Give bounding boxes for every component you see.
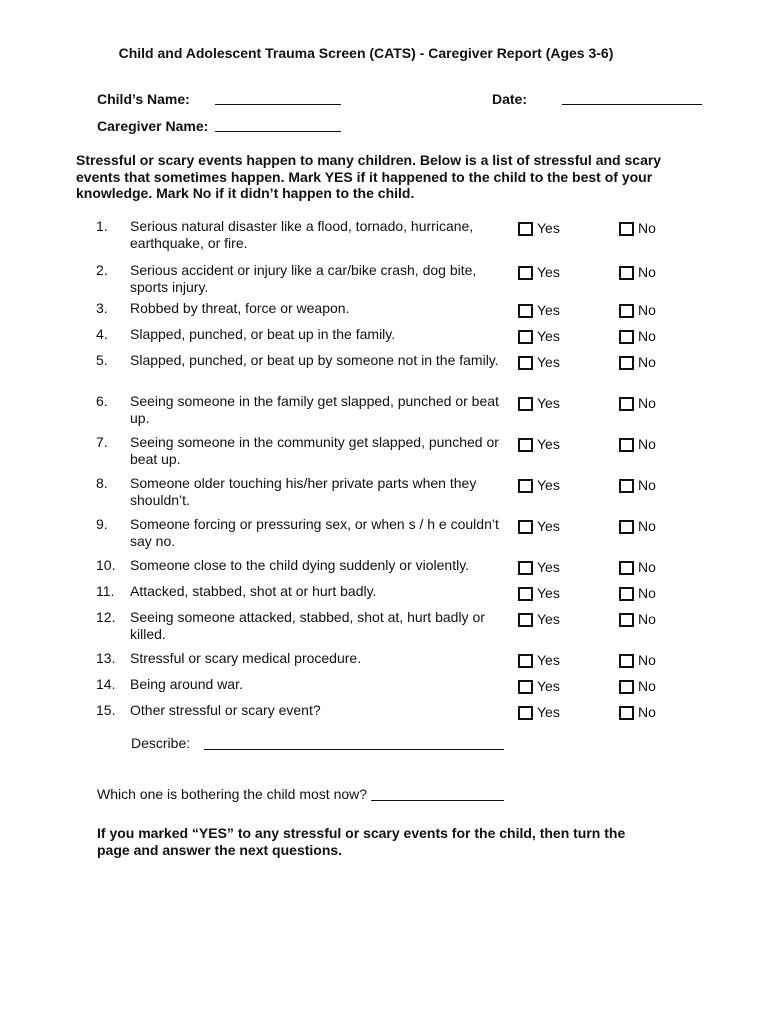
event-description: Someone close to the child dying suddenly or violently. xyxy=(130,557,470,573)
yes-label: Yes xyxy=(537,220,560,236)
event-number: 10. xyxy=(96,557,116,573)
event-number: 11. xyxy=(96,583,115,599)
no-label: No xyxy=(638,678,656,694)
form-title: Child and Adolescent Trauma Screen (CATS) - Caregiver Report (Ages 3-6) xyxy=(118,45,614,61)
yes-option[interactable] xyxy=(518,611,560,628)
yes-label: Yes xyxy=(537,518,560,534)
no-option[interactable] xyxy=(619,652,656,669)
event-description: Someone forcing or pressuring sex, or when s / h e couldn’t say no. xyxy=(130,516,499,549)
no-checkbox[interactable] xyxy=(619,330,634,344)
footer-instructions: If you marked “YES” to any stressful or scary events for the child, then turn the page and answer the next questions. xyxy=(97,825,626,858)
yes-option[interactable] xyxy=(518,559,560,576)
no-label: No xyxy=(638,477,656,493)
no-label: No xyxy=(638,704,656,720)
yes-checkbox[interactable] xyxy=(518,561,533,575)
no-option[interactable] xyxy=(619,395,656,412)
yes-checkbox[interactable] xyxy=(518,587,533,601)
yes-label: Yes xyxy=(537,559,560,575)
event-description: Serious accident or injury like a car/bike crash, dog bite, sports injury. xyxy=(130,262,477,295)
no-option[interactable] xyxy=(619,354,656,371)
yes-label: Yes xyxy=(537,585,560,601)
event-number: 13. xyxy=(96,650,116,666)
no-checkbox[interactable] xyxy=(619,266,634,280)
describe-label: Describe: xyxy=(131,735,191,751)
yes-label: Yes xyxy=(537,354,560,370)
yes-label: Yes xyxy=(537,678,560,694)
no-label: No xyxy=(638,395,656,411)
no-checkbox[interactable] xyxy=(619,587,634,601)
instructions-text: Stressful or scary events happen to many children. Below is a list of stressful and scary events that sometimes happen. Mark YES if it happened to the child to the best of your knowledge. Mark No if it didn’t happen to the child. xyxy=(76,152,662,201)
event-number: 7. xyxy=(96,434,108,450)
date-label: Date: xyxy=(492,91,528,107)
no-label: No xyxy=(638,328,656,344)
event-number: 8. xyxy=(96,475,108,491)
bothering-most-label: Which one is bothering the child most now? xyxy=(97,786,368,802)
no-checkbox[interactable] xyxy=(619,613,634,627)
event-number: 9. xyxy=(96,516,108,532)
no-option[interactable] xyxy=(619,704,656,721)
event-description: Slapped, punched, or beat up in the family. xyxy=(130,326,396,342)
yes-label: Yes xyxy=(537,302,560,318)
yes-label: Yes xyxy=(537,264,560,280)
yes-label: Yes xyxy=(537,477,560,493)
no-checkbox[interactable] xyxy=(619,479,634,493)
yes-option[interactable] xyxy=(518,678,560,695)
childs-name-field[interactable] xyxy=(215,104,341,105)
no-option[interactable] xyxy=(619,585,656,602)
yes-checkbox[interactable] xyxy=(518,266,533,280)
yes-label: Yes xyxy=(537,436,560,452)
yes-checkbox[interactable] xyxy=(518,706,533,720)
no-checkbox[interactable] xyxy=(619,356,634,370)
no-label: No xyxy=(638,354,656,370)
no-checkbox[interactable] xyxy=(619,706,634,720)
no-label: No xyxy=(638,611,656,627)
caregiver-name-label: Caregiver Name: xyxy=(97,118,209,134)
event-number: 5. xyxy=(96,352,108,368)
yes-label: Yes xyxy=(537,652,560,668)
event-number: 6. xyxy=(96,393,108,409)
no-checkbox[interactable] xyxy=(619,304,634,318)
no-label: No xyxy=(638,436,656,452)
yes-label: Yes xyxy=(537,704,560,720)
yes-checkbox[interactable] xyxy=(518,397,533,411)
event-number: 12. xyxy=(96,609,116,625)
no-option[interactable] xyxy=(619,611,656,628)
yes-option[interactable] xyxy=(518,652,560,669)
yes-checkbox[interactable] xyxy=(518,654,533,668)
event-description: Serious natural disaster like a flood, tornado, hurricane, earthquake, or fire. xyxy=(130,218,474,251)
no-checkbox[interactable] xyxy=(619,561,634,575)
caregiver-name-field[interactable] xyxy=(215,131,341,132)
yes-label: Yes xyxy=(537,395,560,411)
yes-option[interactable] xyxy=(518,704,560,721)
yes-option[interactable] xyxy=(518,302,560,319)
describe-field[interactable] xyxy=(204,749,504,750)
bothering-most-field[interactable] xyxy=(371,800,504,801)
event-description: Seeing someone attacked, stabbed, shot at, hurt badly or killed. xyxy=(130,609,485,642)
event-description: Being around war. xyxy=(130,676,243,692)
no-option[interactable] xyxy=(619,477,656,494)
event-number: 15. xyxy=(96,702,116,718)
yes-checkbox[interactable] xyxy=(518,222,533,236)
yes-checkbox[interactable] xyxy=(518,330,533,344)
event-description: Robbed by threat, force or weapon. xyxy=(130,300,350,316)
yes-option[interactable] xyxy=(518,518,560,535)
yes-checkbox[interactable] xyxy=(518,680,533,694)
no-option[interactable] xyxy=(619,678,656,695)
yes-option[interactable] xyxy=(518,354,560,371)
no-label: No xyxy=(638,652,656,668)
yes-checkbox[interactable] xyxy=(518,356,533,370)
no-checkbox[interactable] xyxy=(619,222,634,236)
no-label: No xyxy=(638,220,656,236)
yes-option[interactable] xyxy=(518,328,560,345)
no-checkbox[interactable] xyxy=(619,680,634,694)
yes-checkbox[interactable] xyxy=(518,438,533,452)
yes-option[interactable] xyxy=(518,395,560,412)
yes-option[interactable] xyxy=(518,220,560,237)
event-description: Attacked, stabbed, shot at or hurt badly. xyxy=(130,583,377,599)
no-checkbox[interactable] xyxy=(619,397,634,411)
no-checkbox[interactable] xyxy=(619,520,634,534)
no-option[interactable] xyxy=(619,220,656,237)
no-option[interactable] xyxy=(619,264,656,281)
event-description: Someone older touching his/her private parts when they shouldn’t. xyxy=(130,475,477,508)
event-description: Slapped, punched, or beat up by someone not in the family. xyxy=(130,352,499,368)
yes-checkbox[interactable] xyxy=(518,613,533,627)
yes-checkbox[interactable] xyxy=(518,479,533,493)
childs-name-label: Child’s Name: xyxy=(97,91,190,107)
event-number: 4. xyxy=(96,326,108,342)
event-description: Seeing someone in the family get slapped, punched or beat up. xyxy=(130,393,499,426)
event-description: Stressful or scary medical procedure. xyxy=(130,650,362,666)
yes-checkbox[interactable] xyxy=(518,304,533,318)
yes-option[interactable] xyxy=(518,477,560,494)
date-field[interactable] xyxy=(562,104,702,105)
no-label: No xyxy=(638,302,656,318)
no-label: No xyxy=(638,518,656,534)
no-label: No xyxy=(638,559,656,575)
event-number: 1. xyxy=(96,218,108,234)
no-checkbox[interactable] xyxy=(619,438,634,452)
no-option[interactable] xyxy=(619,436,656,453)
yes-option[interactable] xyxy=(518,436,560,453)
yes-option[interactable] xyxy=(518,585,560,602)
no-label: No xyxy=(638,264,656,280)
no-option[interactable] xyxy=(619,559,656,576)
event-number: 2. xyxy=(96,262,108,278)
yes-checkbox[interactable] xyxy=(518,520,533,534)
yes-option[interactable] xyxy=(518,264,560,281)
yes-label: Yes xyxy=(537,328,560,344)
event-number: 14. xyxy=(96,676,116,692)
no-option[interactable] xyxy=(619,302,656,319)
event-description: Other stressful or scary event? xyxy=(130,702,321,718)
no-checkbox[interactable] xyxy=(619,654,634,668)
yes-label: Yes xyxy=(537,611,560,627)
no-option[interactable] xyxy=(619,518,656,535)
no-option[interactable] xyxy=(619,328,656,345)
no-label: No xyxy=(638,585,656,601)
event-number: 3. xyxy=(96,300,108,316)
event-description: Seeing someone in the community get slapped, punched or beat up. xyxy=(130,434,499,467)
